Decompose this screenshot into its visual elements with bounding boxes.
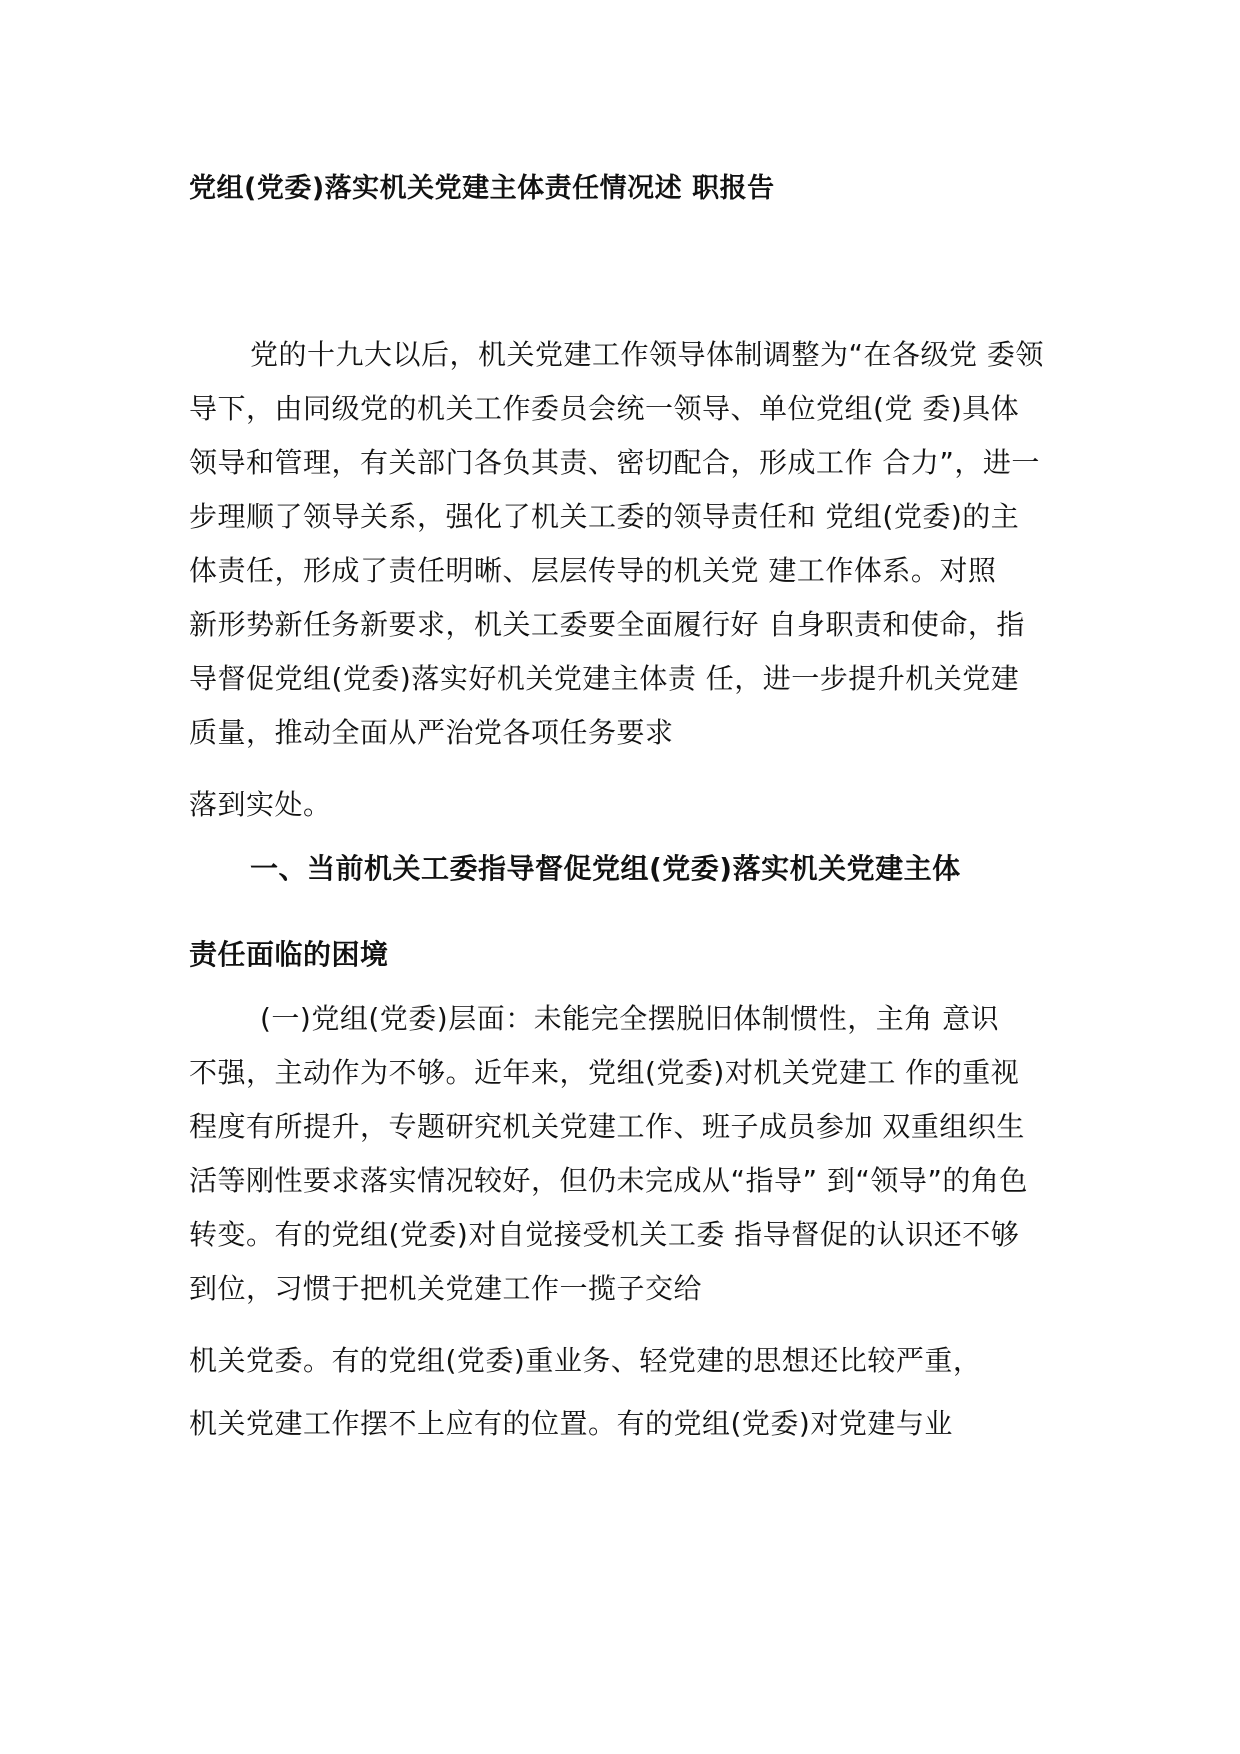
intro-line-8: 质量，推动全面从严治党各项任务要求 <box>189 716 674 749</box>
intro-line-2: 导下，由同级党的机关工作委员会统一领导、单位党组(党 委)具体 <box>189 392 1020 425</box>
intro-line-3: 领导和管理，有关部门各负其责、密切配合，形成工作 合力”，进一 <box>189 446 1040 479</box>
intro-line-9: 落到实处。 <box>189 788 332 821</box>
sub1-line-8: 机关党建工作摆不上应有的位置。有的党组(党委)对党建与业 <box>189 1407 953 1440</box>
sub1-line-5: 转变。有的党组(党委)对自觉接受机关工委 指导督促的认识还不够 <box>189 1218 1020 1251</box>
sub1-line-4: 活等刚性要求落实情况较好，但仍未完成从“指导” 到“领导”的角色 <box>189 1164 1028 1197</box>
sub1-line-1: (一)党组(党委)层面：未能完全摆脱旧体制惯性，主角 意识 <box>260 1002 1000 1035</box>
intro-line-4: 步理顺了领导关系，强化了机关工委的领导责任和 党组(党委)的主 <box>189 500 1020 533</box>
document-title: 党组(党委)落实机关党建主体责任情况述 职报告 <box>189 173 775 204</box>
intro-line-1: 党的十九大以后，机关党建工作领导体制调整为“在各级党 委领 <box>250 338 1044 371</box>
sub1-line-7: 机关党委。有的党组(党委)重业务、轻党建的思想还比较严重， <box>189 1344 982 1377</box>
intro-line-7: 导督促党组(党委)落实好机关党建主体责 任，进一步提升机关党建 <box>189 662 1020 695</box>
sub1-line-3: 程度有所提升，专题研究机关党建工作、班子成员参加 双重组织生 <box>189 1110 1025 1143</box>
sub1-line-6: 到位，习惯于把机关党建工作一揽子交给 <box>189 1272 703 1305</box>
sub1-line-2: 不强，主动作为不够。近年来，党组(党委)对机关党建工 作的重视 <box>189 1056 1020 1089</box>
section1-heading-line1: 一、当前机关工委指导督促党组(党委)落实机关党建主体 <box>250 852 961 885</box>
intro-line-5: 体责任，形成了责任明晰、层层传导的机关党 建工作体系。对照 <box>189 554 997 587</box>
intro-line-6: 新形势新任务新要求，机关工委要全面履行好 自身职责和使命，指 <box>189 608 1025 641</box>
section1-heading-line2: 责任面临的困境 <box>189 938 389 971</box>
